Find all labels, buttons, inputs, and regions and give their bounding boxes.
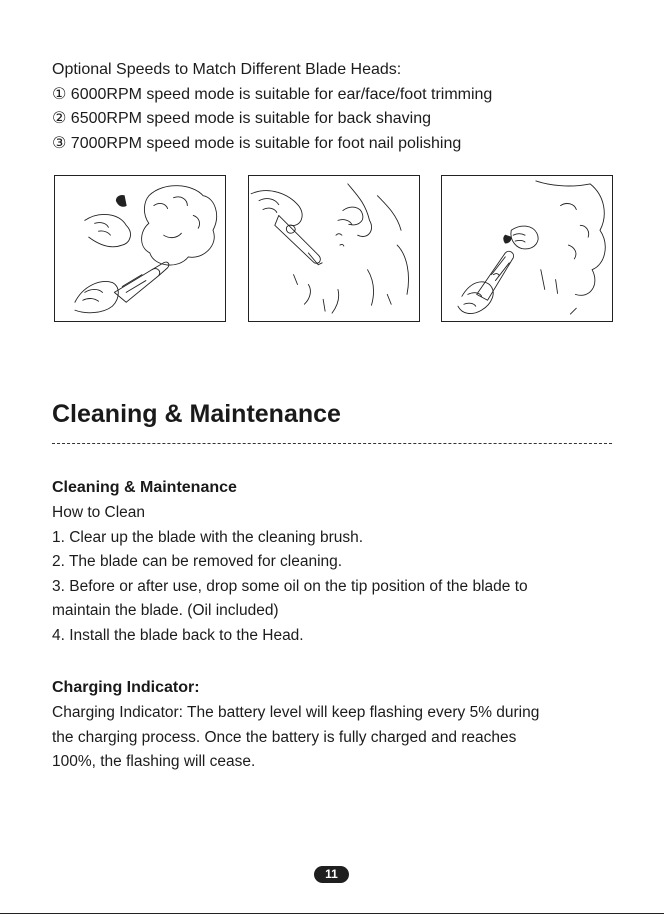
page-number: 11 (314, 866, 349, 883)
cleaning-step-3: 3. Before or after use, drop some oil on the tip position of the blade to (52, 577, 528, 595)
charging-line-3: 100%, the flashing will cease. (52, 753, 256, 770)
speed-mode-item-3: ③ 7000RPM speed mode is suitable for foot nail polishing (52, 134, 462, 152)
speed-mode-item-1: ① 6000RPM speed mode is suitable for ear/face/foot trimming (52, 85, 493, 103)
charging-heading: Charging Indicator: (52, 679, 200, 696)
section-divider (52, 443, 612, 444)
charging-line-2: the charging process. Once the battery is fully charged and reaches (52, 728, 517, 746)
cleaning-step-3-cont: maintain the blade. (Oil included) (52, 602, 279, 619)
back-shaving-illustration (248, 175, 420, 322)
cleaning-step-1: 1. Clear up the blade with the cleaning brush. (52, 528, 364, 546)
cleaning-step-2: 2. The blade can be removed for cleaning. (52, 553, 343, 570)
speed-modes-heading: Optional Speeds to Match Different Blade Heads: (52, 61, 402, 78)
ear-face-foot-trimming-illustration (54, 175, 226, 322)
speed-modes-block (52, 58, 632, 156)
cleaning-subheading: How to Clean (52, 504, 146, 521)
cleaning-body (52, 501, 612, 648)
charging-body (52, 701, 612, 775)
charging-line-1: Charging Indicator: The battery level will keep flashing every 5% during (52, 704, 540, 721)
section-title: Cleaning & Maintenance (52, 400, 341, 428)
speed-mode-item-2: ② 6500RPM speed mode is suitable for back shaving (52, 110, 431, 127)
cleaning-step-4: 4. Install the blade back to the Head. (52, 626, 304, 644)
foot-nail-polishing-illustration (441, 175, 613, 322)
cleaning-heading: Cleaning & Maintenance (52, 479, 237, 496)
bottom-rule (0, 913, 664, 914)
